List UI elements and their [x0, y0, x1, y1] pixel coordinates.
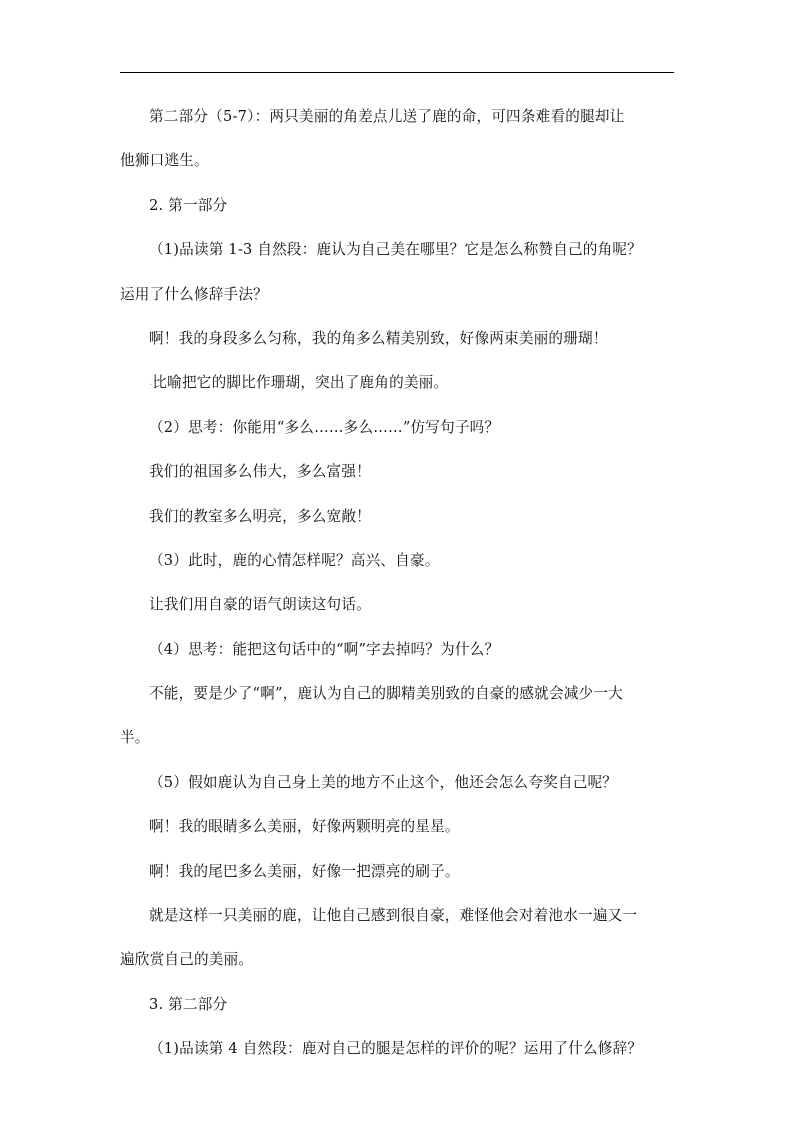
paragraph-line	[120, 368, 676, 397]
question-line: （1)品读第 1-3 自然段：鹿认为自己美在哪里？它是怎么称赞自己的角呢？	[149, 241, 642, 259]
question-line: （2）思考：你能用“多么……多么……”仿写句子吗？	[149, 418, 500, 436]
question-line: （3）此时，鹿的心情怎样呢？高兴、自豪。	[149, 551, 440, 569]
paragraph-line: 啊！我的尾巴多么美丽，好像一把漂亮的刷子。	[149, 862, 460, 880]
paragraph-line: 第二部分（5-7）：两只美丽的角差点儿送了鹿的命，可四条难看的腿却让	[149, 108, 625, 125]
paragraph-text: 比喻把它的脚比作珊瑚，突出了鹿角的美丽。	[152, 374, 449, 392]
paragraph-line: 让我们用自豪的语气朗读这句话。	[149, 596, 371, 614]
question-line: （5）假如鹿认为自己身上美的地方不止这个，他还会怎么夸奖自己呢？	[149, 773, 618, 791]
section-heading: 2. 第一部分	[149, 196, 228, 214]
section-heading: 3. 第二部分	[149, 995, 228, 1013]
stray-mark: .	[149, 377, 153, 389]
paragraph-line: 他狮口逃生。	[120, 152, 209, 170]
paragraph-line: 我们的祖国多么伟大，多么富强！	[149, 463, 371, 481]
header-rule	[120, 72, 674, 73]
document-body	[120, 102, 676, 1079]
paragraph-line: 就是这样一只美丽的鹿，让他自己感到很自豪，难怪他会对着池水一遍又一	[149, 907, 638, 925]
paragraph-line: 啊！我的眼睛多么美丽，好像两颗明亮的星星。	[149, 818, 460, 836]
question-line: （1)品读第 4 自然段：鹿对自己的腿是怎样的评价的呢？运用了什么修辞？	[149, 1040, 643, 1058]
paragraph-line: 我们的教室多么明亮，多么宽敞！	[149, 507, 371, 525]
paragraph-line: 不能，要是少了“啊”，鹿认为自己的脚精美别致的自豪的感就会减少一大	[149, 685, 623, 703]
question-line: （4）思考：能把这句话中的“啊”字去掉吗？为什么？	[149, 640, 500, 658]
question-line: 运用了什么修辞手法？	[120, 285, 268, 303]
paragraph-line: 半。	[120, 729, 150, 747]
paragraph-line: 啊！我的身段多么匀称，我的角多么精美别致，好像两束美丽的珊瑚！	[149, 329, 608, 347]
paragraph-line: 遍欣赏自己的美丽。	[120, 951, 254, 969]
